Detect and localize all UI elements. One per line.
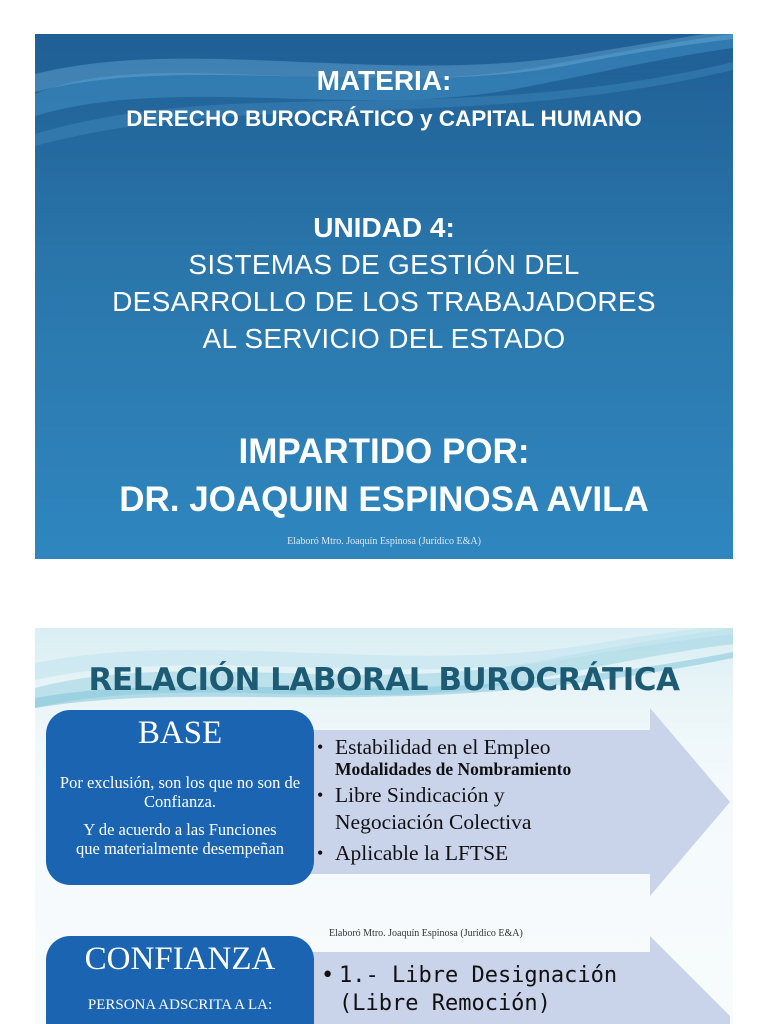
base-description-2: Y de acuerdo a las Funciones que materialmente desempeñan bbox=[76, 820, 284, 858]
slide-title bbox=[35, 34, 733, 559]
unit-label: UNIDAD 4: bbox=[313, 212, 455, 243]
base-title: BASE bbox=[137, 715, 223, 751]
base-bullet-list bbox=[315, 734, 715, 867]
author-name: DR. JOAQUIN ESPINOSA AVILA bbox=[119, 480, 649, 519]
confianza-box bbox=[46, 936, 314, 1024]
confianza-title: CONFIANZA bbox=[84, 941, 276, 977]
bullet-item: • Estabilidad en el Empleo bbox=[315, 734, 715, 761]
confianza-description: PERSONA ADSCRITA A LA: bbox=[87, 997, 273, 1013]
slide-heading: RELACIÓN LABORAL BUROCRÁTICA bbox=[88, 662, 680, 698]
unit-title bbox=[35, 246, 733, 357]
bullet-item: • 1.- Libre Designación bbox=[317, 962, 727, 990]
slide-footer: Elaboró Mtro. Joaquín Espinosa (Jurídico E&A) bbox=[287, 536, 481, 547]
base-description: Por exclusión, son los que no son de Confianza. bbox=[59, 773, 301, 811]
subject-title: DERECHO BUROCRÁTICO y CAPITAL HUMANO bbox=[126, 106, 642, 131]
bullet-item: • Aplicable la LFTSE bbox=[315, 840, 715, 867]
materia-label: MATERIA: bbox=[316, 65, 452, 96]
unit-title-line: DESARROLLO DE LOS TRABAJADORES bbox=[112, 286, 656, 317]
slide-relation bbox=[35, 628, 733, 1024]
confianza-bullet-list bbox=[317, 962, 727, 1018]
bullet-item-continuation: (Libre Remoción) bbox=[339, 991, 551, 1016]
bullet-item: • Libre Sindicación y Negociación Colectiva bbox=[315, 782, 595, 836]
base-box bbox=[46, 710, 314, 885]
unit-title-line: AL SERVICIO DEL ESTADO bbox=[202, 323, 566, 354]
taught-by-label: IMPARTIDO POR: bbox=[238, 432, 530, 471]
slide-footer: Elaboró Mtro. Joaquín Espinosa (Jurídico E&A) bbox=[329, 928, 523, 939]
bullet-subitem: Modalidades de Nombramiento bbox=[335, 759, 572, 779]
unit-title-line: SISTEMAS DE GESTIÓN DEL bbox=[188, 249, 580, 280]
